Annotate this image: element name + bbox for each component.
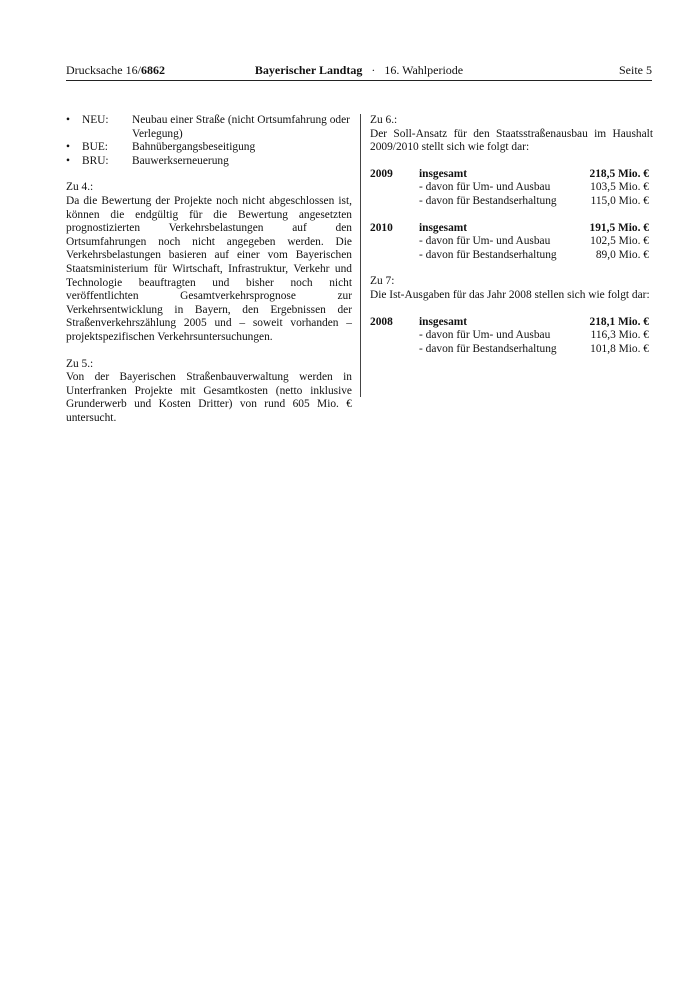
year-cell [370,343,419,357]
year-cell [370,235,419,249]
amount-cell: 218,5 Mio. € [589,167,649,180]
bullet-dot: • [66,154,70,167]
label-cell: - davon für Um- und Ausbau [419,329,551,342]
zu4-title: Zu 4.: [66,181,94,194]
year-cell: 2010 [370,221,393,234]
page-number: Seite 5 [619,63,652,77]
finance-block [370,316,653,357]
list-item [66,141,352,155]
header-title [66,62,652,78]
table-row [370,329,653,343]
amount-cell: 102,5 Mio. € [590,235,649,248]
ist-table [370,316,653,357]
left-column [66,114,352,425]
label-cell: - davon für Um- und Ausbau [419,181,551,194]
amount-cell: 116,3 Mio. € [590,329,649,342]
bullet-dot: • [66,114,70,126]
bullet-desc: Bauwerkserneuerung [132,154,229,167]
label-cell: insgesamt [419,221,468,234]
year-cell: 2009 [370,167,393,180]
header-separator: · [371,63,376,77]
label-cell: insgesamt [419,167,468,180]
table-row [370,316,653,330]
bullet-abbr: BRU: [82,154,109,167]
year-cell [370,329,419,343]
list-item [66,155,352,169]
label-cell: - davon für Bestandserhaltung [419,194,557,207]
page-header [66,62,652,81]
amount-cell: 89,0 Mio. € [595,248,649,261]
bullet-list [66,114,352,168]
label-cell: - davon für Um- und Ausbau [419,235,551,248]
table-row [370,195,653,209]
amount-cell: 115,0 Mio. € [590,194,649,207]
finance-block [370,222,653,263]
zu6-title: Zu 6.: [370,114,398,126]
table-row [370,235,653,249]
zu5-title: Zu 5.: [66,357,94,370]
year-cell [370,249,419,263]
year-cell [370,181,419,195]
year-cell: 2008 [370,315,393,328]
table-row [370,222,653,236]
bullet-dot: • [66,141,70,154]
amount-cell: 218,1 Mio. € [589,315,649,328]
zu4-text: Da die Bewertung der Projekte noch nicht abgeschlossen ist, können die endgültig für die Bewertung angesetzten prognostizierten Verkehrsbelastungen auf den Ortsumfahrungen noch nicht angegeben werden. Die Verkehrsbelastungen basieren auf einer vom Bayerischen Staatsministerium für Wirtschaft, Infrastruktur, Verkehr und Technologie beauftragten und bisher noch nicht veröffentlichten Gesamtverkehrsprognose zur Verkehrsentwicklung in Bayern, den Ergebnissen der Straßenverkehrszählung 2005 und – soweit vorhanden – projektspezifischen Verkehrsuntersuchungen. [66,194,352,343]
bullet-abbr: BUE: [82,141,108,154]
bullet-abbr: NEU: [82,114,109,126]
amount-cell: 101,8 Mio. € [590,342,649,355]
year-cell [370,195,419,209]
label-cell: - davon für Bestandserhaltung [419,248,557,261]
zu7-title: Zu 7: [370,275,395,288]
zu5-text: Von der Bayerischen Straßenbauverwaltung werden in Unterfranken Projekte mit Gesamtkosten (netto inklusive Grunderwerb und Kosten Dritter) von rund 605 Mio. € untersucht. [66,371,352,424]
table-row [370,249,653,263]
table-row [370,168,653,182]
amount-cell: 191,5 Mio. € [589,221,649,234]
bullet-desc: Bahnübergangsbeseitigung [132,141,256,154]
soll-table [370,168,653,263]
legislative-period: 16. Wahlperiode [384,63,464,77]
table-row [370,343,653,357]
label-cell: insgesamt [419,315,468,328]
finance-block [370,168,653,209]
label-cell: - davon für Bestandserhaltung [419,342,557,355]
right-column [370,114,653,356]
list-item [66,114,352,141]
zu7-text: Die Ist-Ausgaben für das Jahr 2008 stellen sich wie folgt dar: [370,288,650,301]
zu6-text: Der Soll-Ansatz für den Staatsstraßenausbau im Haushalt 2009/2010 stellt sich wie folgt dar: [370,127,653,154]
column-divider [360,114,361,397]
bullet-desc: Neubau einer Straße (nicht Ortsumfahrung oder Verlegung) [132,114,350,140]
document-number: Drucksache 16/6862 [66,63,165,77]
amount-cell: 103,5 Mio. € [590,181,649,194]
parliament-name: Bayerischer Landtag [254,63,363,77]
table-row [370,181,653,195]
